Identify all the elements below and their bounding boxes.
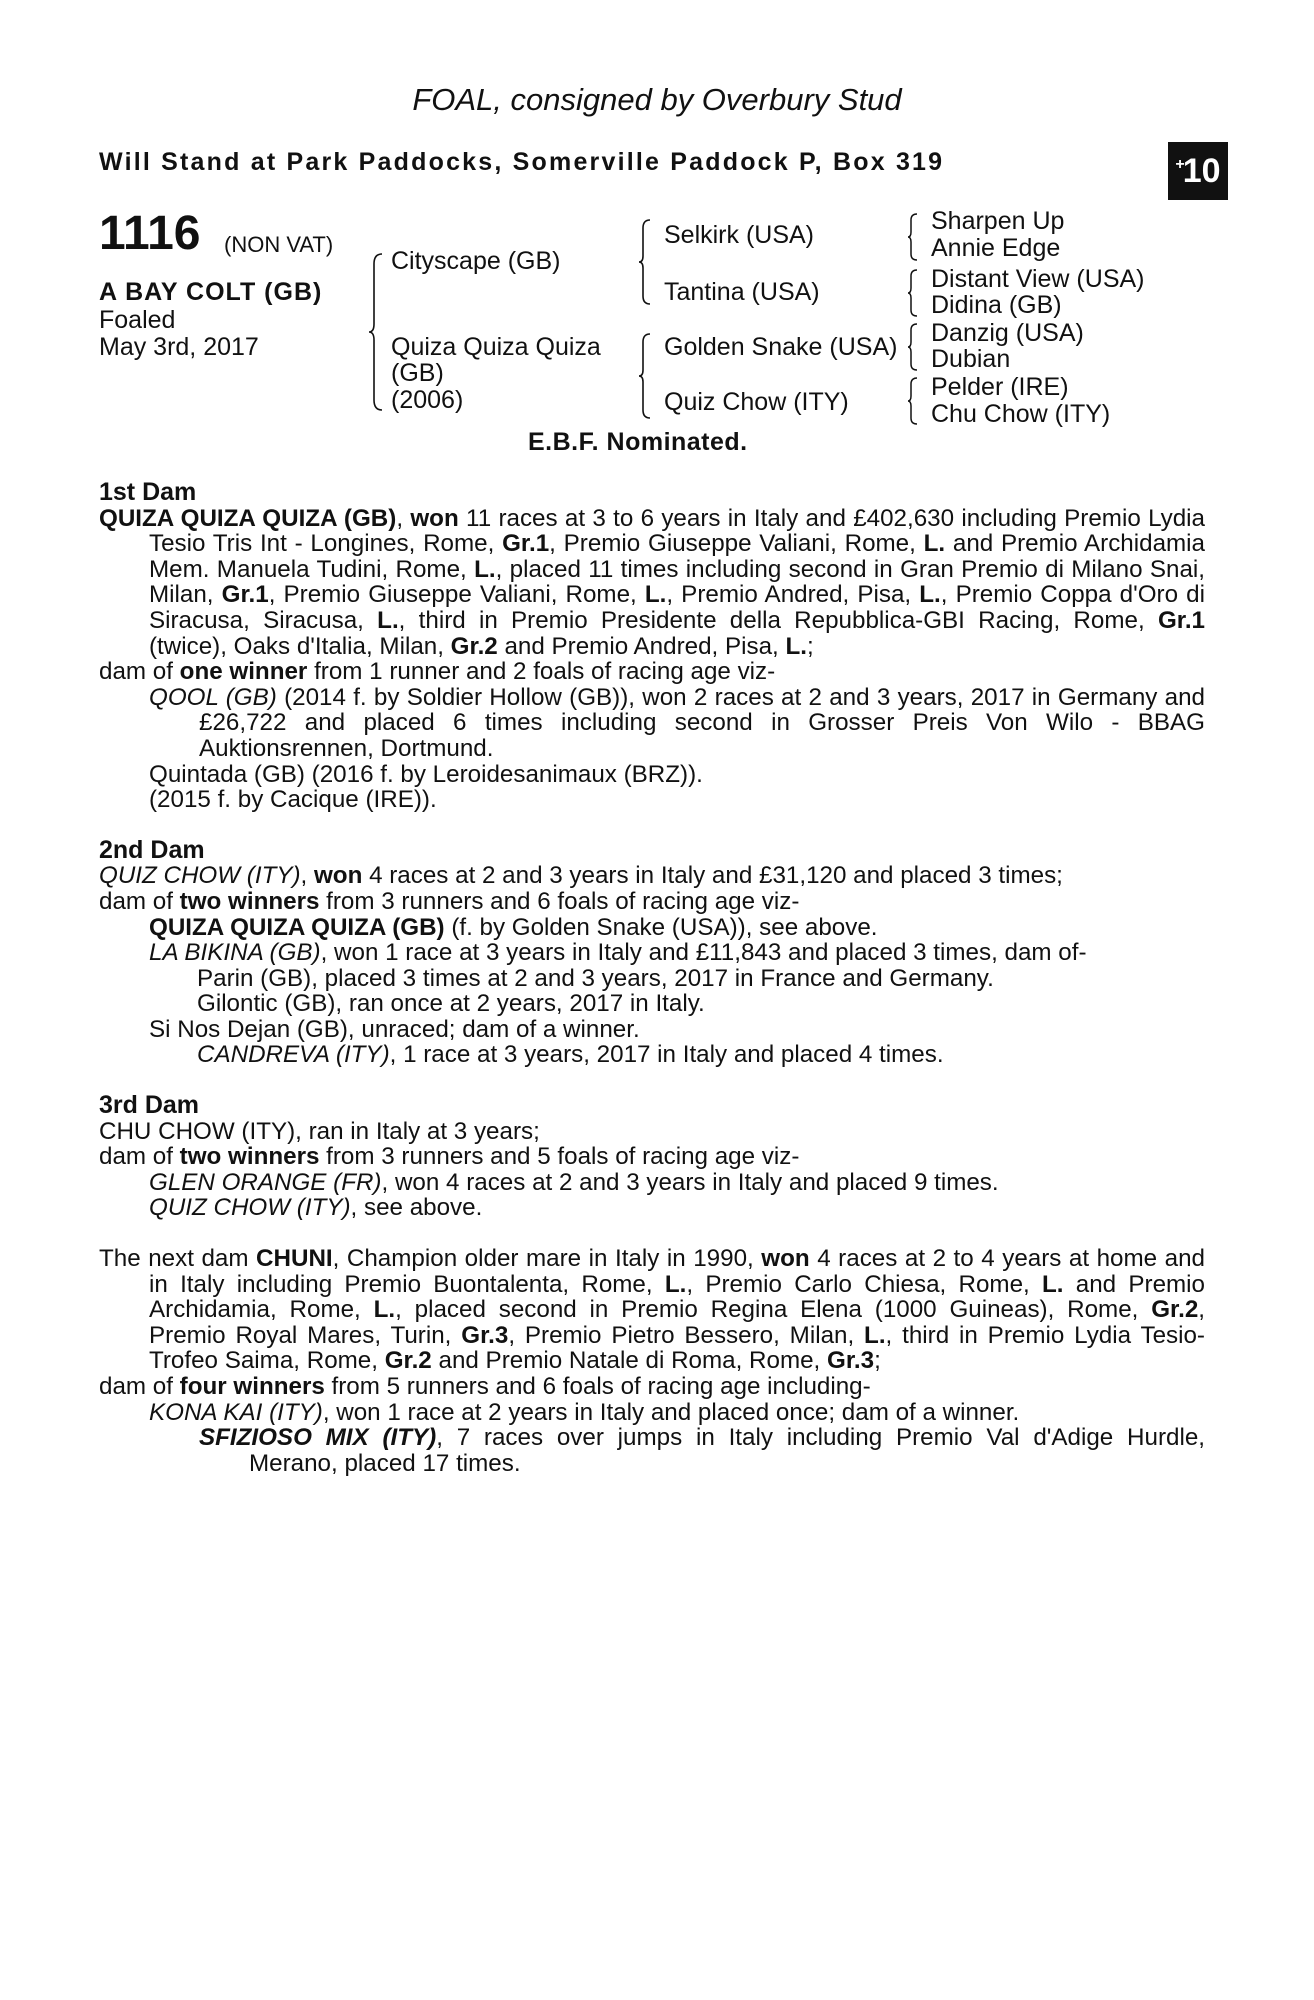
grade-label: L. [864,1321,886,1349]
grade-label: Gr.2 [450,632,498,660]
produce-entry: Quintada (GB) (2016 f. by Leroidesanimaux (BRZ)). [149,760,703,788]
produce-name: QUIZ CHOW (ITY) [149,1194,351,1222]
vat-status: (NON VAT) [224,232,334,257]
grade-label: Gr.3 [827,1347,875,1375]
produce-name: CANDREVA (ITY) [197,1041,390,1069]
winners-count: four winners [179,1373,325,1400]
grade-label: L. [919,581,941,609]
produce-name: LA BIKINA (GB) [149,939,321,967]
produce-entry [99,915,1205,941]
second-dam-record [99,863,1205,889]
third-dam-title: 3rd Dam [99,1091,200,1120]
first-dam-text: , Premio Giuseppe Valiani, Rome, [268,581,645,609]
ped-dam-sire: Golden Snake (USA) [664,333,898,361]
ped-sss: Sharpen Up [931,207,1065,235]
separator: , [300,862,314,890]
first-dam-text: ; [806,632,814,660]
first-dam-text: and Premio Andred, Pisa, [497,632,786,660]
next-dam-text: 4 races at 2 to 4 years at home and in Italy including Premio Buontalenta, Rome, [149,1245,1205,1298]
lot-badge [1168,142,1228,200]
pedigree-brace-sire [638,218,652,306]
grade-label: L. [474,555,496,583]
produce-entry: (2015 f. by Cacique (IRE)). [149,786,437,814]
first-dam-text: , Premio Coppa d'Oro di Siracusa, Siracusa, [149,581,1205,634]
ped-dds: Pelder (IRE) [931,373,1069,401]
next-dam-record [99,1246,1205,1374]
first-dam-record: QUIZA QUIZA QUIZA (GB), won 11 races at 3 to 6 years in Italy and £402,630 including Premio Lydia Tesio Tris Int - Longines, Rome, Gr.1, Premio Giuseppe Valiani, Rome, L. and Premio Archidamia Mem. Manuela Tudini, Rome, L., placed 11 times including second in Gran Premio di Milano Snai, Milan, Gr.1, Premio Giuseppe Valiani, Rome, L., Premio Andred, Pisa, L., Premio Coppa d'Oro di Siracusa, Siracusa, L., third in Premio Presidente della Repubblica-GBI Racing, Rome, Gr.1 (twice), Oaks d'Italia, Milan, Gr.2 and Premio Andred, Pisa, L.; [99,504,1206,660]
foaled-label: Foaled [99,306,176,334]
produce-entry: Si Nos Dejan (GB), unraced; dam of a winner. [149,1015,640,1043]
produce-entry [99,940,1205,966]
first-dam-text: (twice), Oaks d'Italia, Milan, [149,632,451,660]
produce-entry [99,1195,1205,1221]
produce-text: , won 1 race at 2 years in Italy and placed once; dam of a winner. [322,1398,1020,1426]
produce-text: (f. by Golden Snake (USA)), see above. [444,913,878,941]
next-dam-text: , Premio Carlo Chiesa, Rome, [686,1270,1043,1298]
next-dam-text: , Premio Royal Mares, Turin, [149,1296,1206,1349]
produce-entry [199,1425,1205,1476]
produce-name: SFIZIOSO MIX (ITY) [199,1424,437,1452]
foaled-date: May 3rd, 2017 [99,333,259,361]
ped-dsd: Dubian [931,345,1011,373]
first-dam-text: and Premio Archidamia Mem. Manuela Tudini, Rome, [149,530,1206,583]
produce-text: , won 4 races at 2 and 3 years in Italy and placed 9 times. [381,1168,999,1196]
first-dam-name: QUIZA QUIZA QUIZA (GB) [99,504,397,532]
next-dam-text: , Champion older mare in Italy in 1990, [332,1245,762,1273]
ped-sds: Distant View (USA) [931,265,1145,293]
ped-ddd: Chu Chow (ITY) [931,400,1111,428]
summary-text: from 3 runners and 5 foals of racing age viz- [319,1143,800,1171]
ped-sire-dam: Tantina (USA) [664,278,820,306]
ped-dam-line2: (GB) [391,359,444,387]
grade-label: L. [373,1296,396,1324]
ped-ssd: Annie Edge [931,234,1061,262]
next-dam-text: and Premio Natale di Roma, Rome, [431,1347,827,1375]
first-dam-text: , placed 11 times including second in Gran Premio di Milano Snai, Milan, [149,555,1205,609]
pedigree-brace-main [368,252,384,412]
ped-dam-line3: (2006) [391,386,464,414]
next-dam-produce-summary [99,1374,1205,1400]
grade-label: L. [377,606,399,634]
first-dam-text: , Premio Andred, Pisa, [666,581,920,609]
produce-entry [99,1170,1205,1196]
pedigree-brace-ss [907,212,919,262]
next-dam-text: , third in Premio Lydia Tesio-Trofeo Saima, Rome, [149,1321,1205,1375]
page-header: FOAL, consigned by Overbury Stud [412,82,902,117]
second-dam-won: won [313,862,363,890]
grade-label: L. [785,632,807,660]
grade-label: Gr.1 [502,530,550,558]
winners-count: two winners [179,887,320,915]
pedigree-brace-dam [638,332,652,420]
pedigree-brace-dd [907,376,919,426]
ped-dss: Danzig (USA) [931,319,1084,347]
grade-label: Gr.1 [221,581,269,609]
third-dam-produce-summary [99,1144,1205,1170]
badge-plus: + [1175,156,1185,173]
next-dam-name: CHUNI [256,1245,333,1273]
stand-location: Will Stand at Park Paddocks, Somerville Paddock P, Box 319 [99,148,945,176]
grade-label: L. [644,581,667,609]
first-dam-title: 1st Dam [99,478,197,506]
ped-sire: Cityscape (GB) [391,247,561,275]
grade-label: Gr.2 [1151,1296,1199,1324]
summary-text: from 3 runners and 6 foals of racing age viz- [319,887,800,915]
lot-number: 1116 [99,207,201,260]
third-dam-record: CHU CHOW (ITY), ran in Italy at 3 years; [99,1117,540,1145]
grade-label: L. [923,530,946,558]
produce-name: KONA KAI (ITY) [149,1398,323,1426]
pedigree-brace-sd [907,268,919,318]
next-dam-text: , Premio Pietro Bessero, Milan, [508,1321,865,1349]
grade-label: Gr.2 [384,1347,432,1375]
produce-name: GLEN ORANGE (FR) [149,1168,382,1196]
first-dam-text: , Premio Giuseppe Valiani, Rome, [549,530,924,558]
summary-text: dam of [99,1143,180,1171]
first-dam-won: won [410,504,459,532]
produce-entry [99,1400,1205,1426]
produce-entry [149,685,1205,762]
second-dam-name: QUIZ CHOW (ITY) [99,862,301,890]
next-dam-won: won [761,1245,810,1273]
ped-dam-line1: Quiza Quiza Quiza [391,333,601,361]
summary-text: dam of [99,1373,180,1400]
summary-text: from 5 runners and 6 foals of racing age including- [324,1373,871,1400]
grade-label: L. [664,1270,687,1298]
lot-name: A BAY COLT (GB) [99,278,323,306]
badge-number: 10 [1182,151,1221,190]
ped-sire-sire: Selkirk (USA) [664,221,815,249]
ped-sdd: Didina (GB) [931,291,1062,319]
produce-name: QUIZA QUIZA QUIZA (GB) [149,913,445,941]
second-dam-title: 2nd Dam [99,835,205,864]
first-dam-produce-summary [99,659,1205,685]
second-dam-produce-summary [99,889,1205,915]
summary-text: dam of [99,658,180,686]
produce-text: (2014 f. by Soldier Hollow (GB)), won 2 races at 2 and 3 years, 2017 in Germany and £26,722 and placed 6 times including second in Grosser Preis Von Wilo - BBAG Auktionsrennen, Dortmund. [199,683,1205,762]
summary-text: dam of [99,887,180,915]
next-dam-text: The next dam [99,1245,257,1273]
winners-count: two winners [179,1143,320,1171]
produce-entry: Gilontic (GB), ran once at 2 years, 2017 in Italy. [197,990,705,1018]
next-dam-text: , placed second in Premio Regina Elena (1000 Guineas), Rome, [395,1296,1152,1324]
grade-label: Gr.1 [1157,606,1206,634]
next-dam-text: and Premio Archidamia, Rome, [149,1270,1205,1324]
winners-count: one winner [179,658,308,686]
first-dam-text: , third in Premio Presidente della Repubblica-GBI Racing, Rome, [398,606,1158,634]
second-dam-text: 4 races at 2 and 3 years in Italy and £31,120 and placed 3 times; [362,862,1063,890]
catalogue-body [99,480,1205,1476]
pedigree-brace-ds [907,322,919,372]
produce-text: , see above. [350,1194,483,1222]
produce-text: , 1 race at 3 years, 2017 in Italy and placed 4 times. [389,1041,944,1069]
ped-dam-dam: Quiz Chow (ITY) [664,388,849,416]
produce-text: , won 1 race at 3 years in Italy and £11,843 and placed 3 times, dam of- [320,939,1087,967]
grade-label: L. [1042,1270,1064,1298]
produce-text: , 7 races over jumps in Italy including Premio Val d'Adige Hurdle, Merano, placed 17 times. [249,1424,1205,1477]
produce-entry [99,1042,1205,1068]
grade-label: Gr.3 [461,1321,509,1349]
next-dam-text: ; [874,1347,881,1375]
produce-entry: Parin (GB), placed 3 times at 2 and 3 years, 2017 in France and Germany. [197,964,994,992]
produce-name: QOOL (GB) [149,683,277,711]
ebf-nominated: E.B.F. Nominated. [528,428,748,456]
summary-text: from 1 runner and 2 foals of racing age viz- [307,658,776,686]
first-dam-text: 11 races at 3 to 6 years in Italy and £402,630 including Premio Lydia Tesio Tris Int - Longines, Rome, [149,504,1205,558]
